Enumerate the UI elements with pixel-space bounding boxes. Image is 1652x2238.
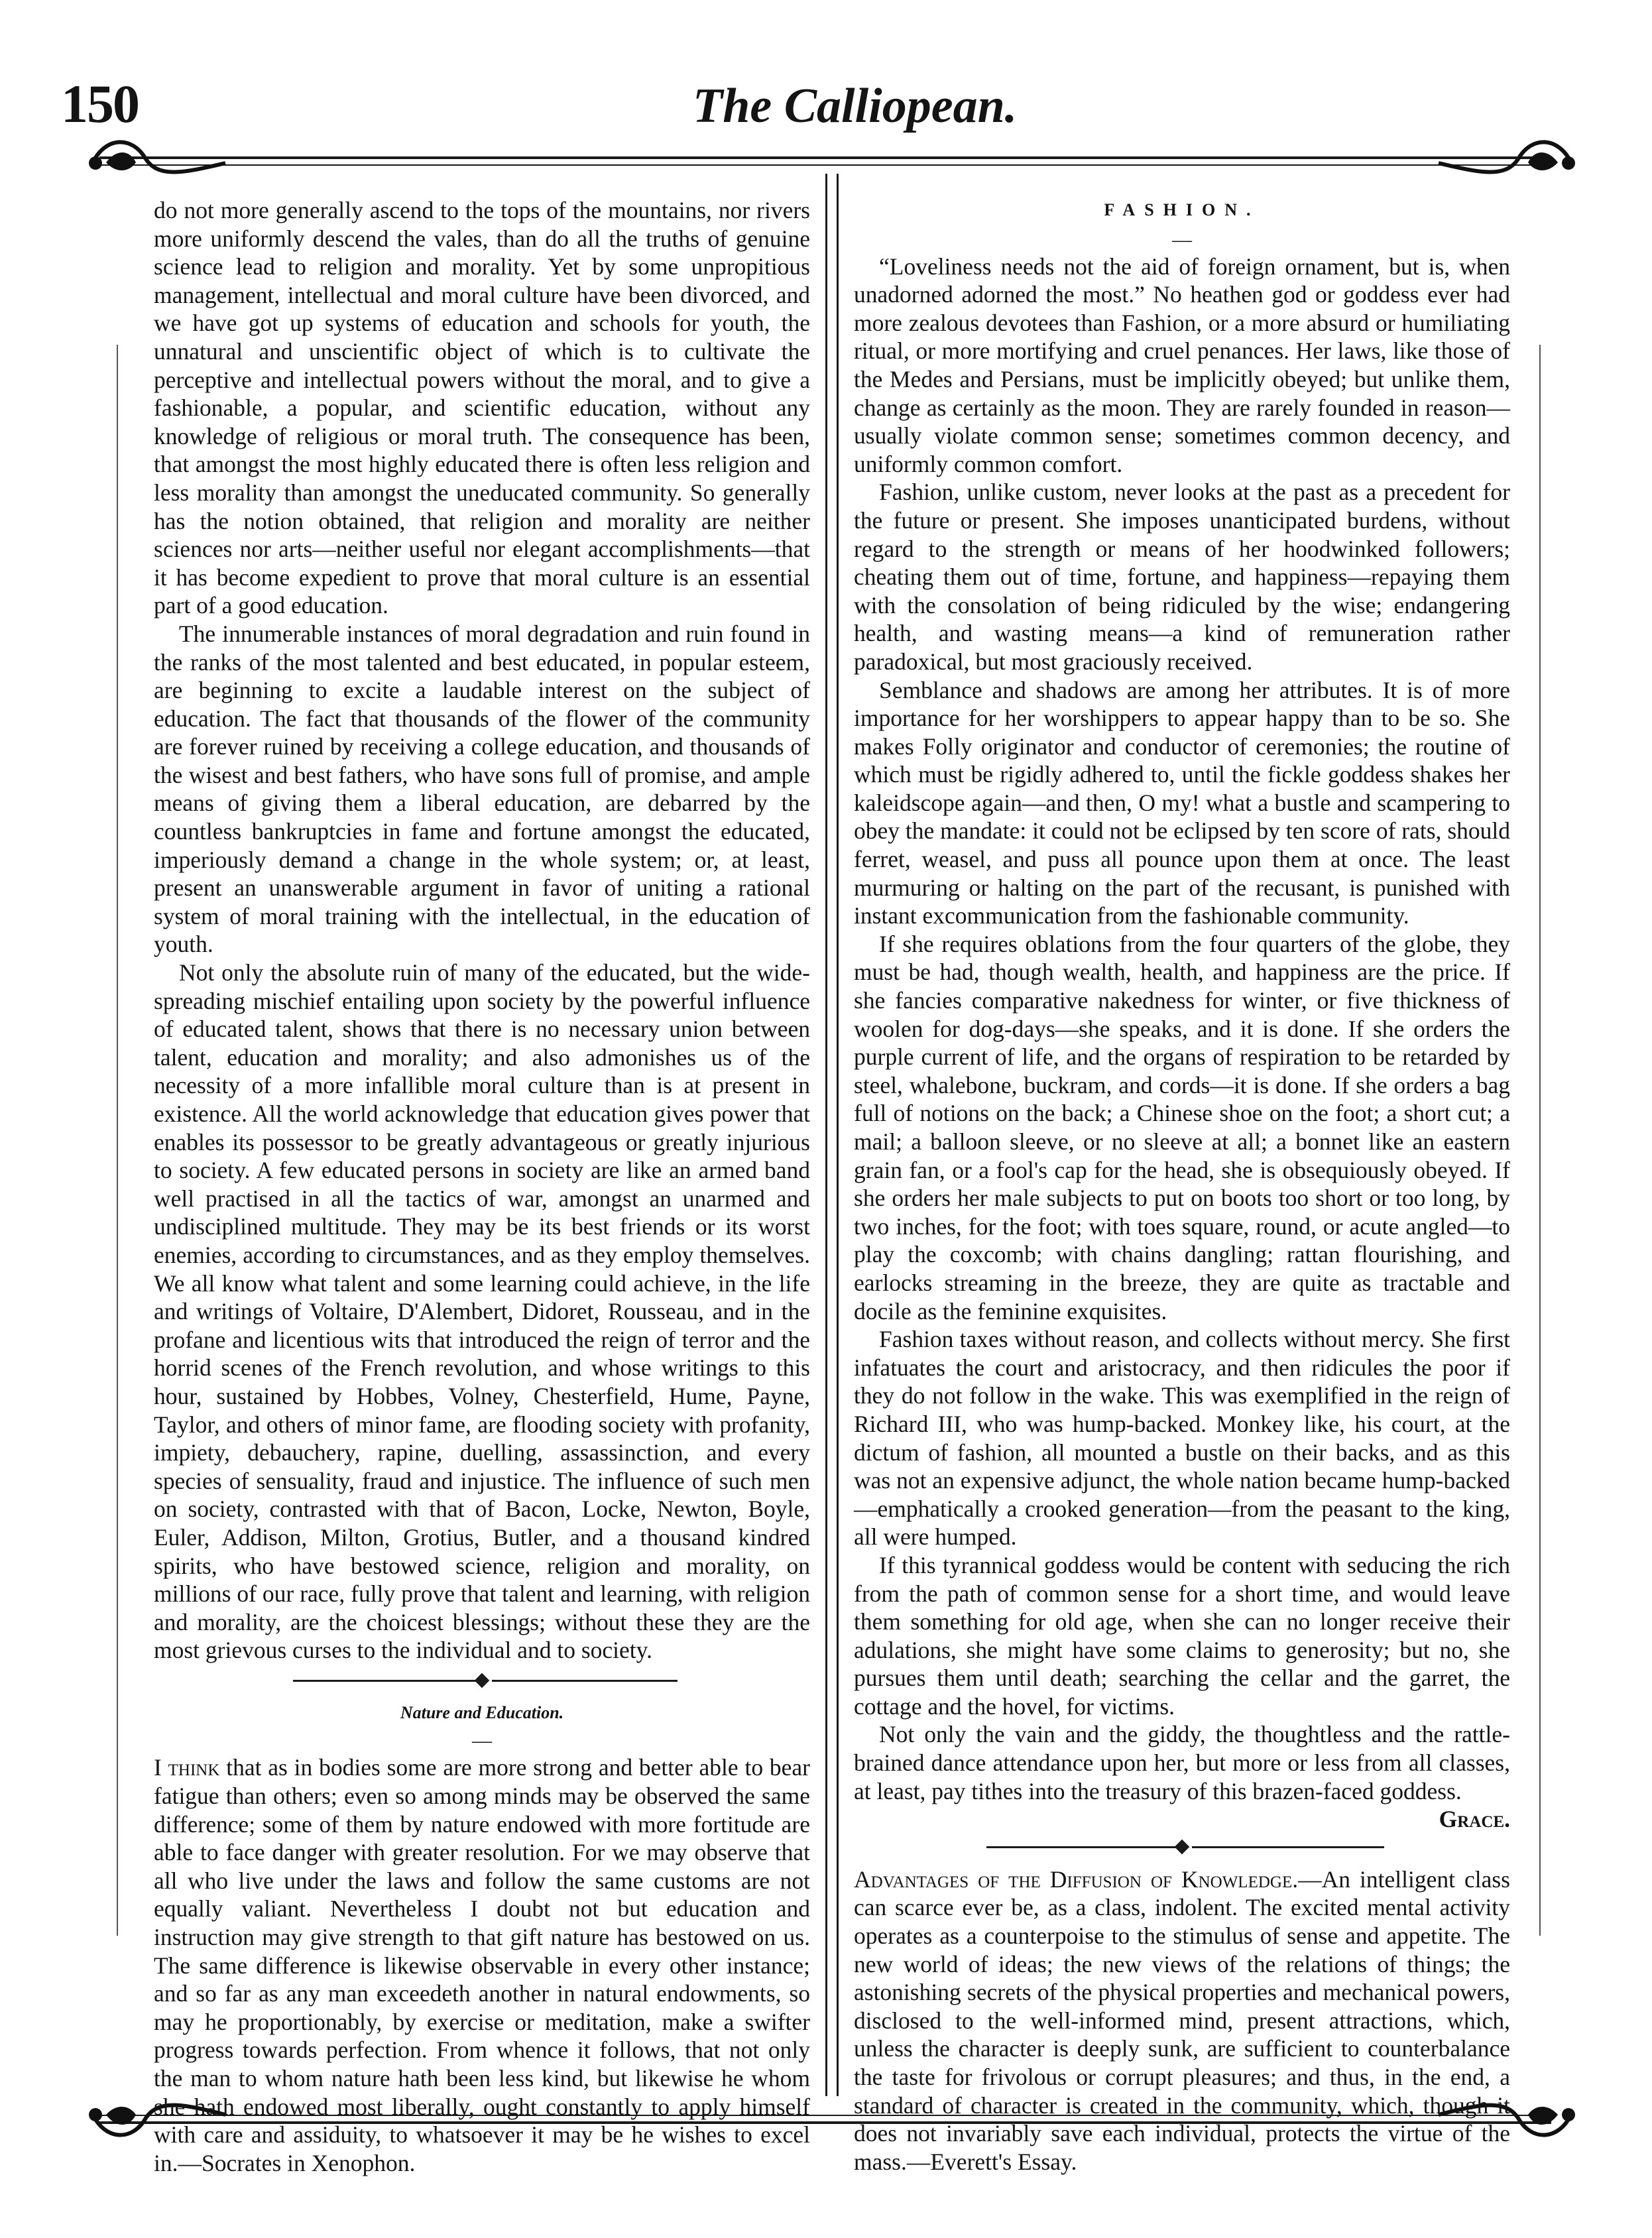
right-paragraph-2: Fashion, unlike custom, never looks at the past as a precedent for the future or present. She imposes unanticipated burdens, without regard to the strength or means of her hoodwinked followers; cheating them out of time, fortune, and happiness—repaying them with the consolation of being ridiculed by the wise; endangering health, and wasting means—a kind of remuneration rather paradoxical, but most graciously received. bbox=[854, 479, 1510, 675]
left-paragraph-3: Not only the absolute ruin of many of the educated, but the wide-spreading mischief entailing upon society by the powerful influence of educated talent, shows that there is no necessary union between talent, education and morality; and also admonishes us of the necessity of a more infallible moral culture than is at present in existence. All the world acknowledge that education gives power that enables its possessor to be greatly advantageous or greatly injurious to society. A few educated persons in society are like an armed band well practised in all the tactics of war, amongst an unarmed and undisciplined multitude. They may be its best friends or its worst enemies, according to circumstances, and as they employ themselves. We all know what talent and some learning could achieve, in the life and writings of Voltaire, D'Alembert, Didoret, Rousseau, and in the profane and licentious wits that introduced the reign of terror and the horrid scenes of the French revolution, and whose writings to this hour, sustained by Hobbes, Volney, Chesterfield, Hume, Payne, Taylor, and others of minor fame, are flooding society with profanity, impiety, debauchery, rapine, duelling, assassinction, and every species of sensuality, fraud and injustice. The influence of such men on society, contrasted with that of Bacon, Locke, Newton, Boyle, Euler, Addison, Milton, Grotius, Butler, and a thousand kindred spirits, who have bestowed science, religion and morality, on millions of our race, fully prove that talent and learning, with religion and morality, are the choicest blessings; without these they are the most grievous curses to the individual and to society. bbox=[154, 959, 810, 1664]
right-column bbox=[854, 196, 1510, 2176]
running-title: The Calliopean. bbox=[693, 79, 1018, 133]
left-column bbox=[154, 196, 810, 2177]
right-paragraph-1: “Loveliness needs not the aid of foreign ornament, but is, when unadorned adorned the most.” No heathen god or goddess ever had more zealous devotees than Fashion, or a more absurd or humiliating ritual, or more mortifying and cruel penances. Her laws, like those of the Medes and Persians, must be implicitly obeyed; but unlike them, change as certainly as the moon. They are rarely founded in reason—usually violate common sense; sometimes common decency, and uniformly common comfort. bbox=[854, 253, 1510, 477]
page-number: 150 bbox=[61, 74, 139, 134]
article-title: Nature and Education. bbox=[400, 1702, 564, 1722]
section-separator bbox=[854, 1834, 1510, 1860]
section-separator bbox=[154, 1667, 810, 1694]
advantages-article-title: Advantages of the Diffusion of Knowledge. bbox=[854, 1865, 1299, 1893]
column-divider bbox=[825, 174, 839, 2096]
article-body-text: that as in bodies some are more strong and better able to bear fatigue than others; even so among minds may be observed the same difference; some of them by nature endowed with more fortitude are able to face danger with greater resolution. For we may observe that all who live under the laws and follow the same customs are not equally valiant. Nevertheless I doubt not but education and instruction may give strength to that gift nature has bestowed on us. The same difference is likewise observable in every other instance; and so far as any man exceedeth another in natural endowments, so may he proportionably, by exercise or meditation, make a swifter progress towards perfection. From whence it follows, that not only the man to whom nature hath been less kind, but likewise he whom she hath endowed most liberally, ought constantly to apply himself with care and assiduity, to whatsoever it may be he wishes to excel in.—Socrates in Xenophon. bbox=[154, 1754, 810, 2176]
right-paragraph-7-text: Not only the vain and the giddy, the thoughtless and the rattle-brained dance attendance upon her, but more or less from all classes, at least, pay tithes into the treasury of this brazen-faced goddess. bbox=[854, 1721, 1510, 1804]
title-dash: — bbox=[472, 1730, 492, 1752]
advantages-article bbox=[854, 1865, 1510, 2176]
left-paragraph-1: do not more generally ascend to the tops of the mountains, nor rivers more uniformly descend the vales, than do all the truths of genuine science lead to religion and morality. Yet by some unpropitious management, intellectual and moral culture have been divorced, and we have got up systems of education and schools for youth, the unnatural and unscientific object of which is to cultivate the perceptive and intellectual powers without the moral, and to give a fashionable, a popular, and scientific education, without any knowledge of religious or moral truth. The consequence has been, that amongst the most highly educated there is often less religion and less morality than amongst the uneducated community. So generally has the notion obtained, that religion and morality are neither sciences nor arts—neither useful nor elegant accomplishments—that it has become expedient to prove that moral culture is an essential part of a good education. bbox=[154, 197, 810, 619]
right-paragraph-3: Semblance and shadows are among her attributes. It is of more importance for her worshippers to appear happy than to be so. She makes Folly originator and conductor of ceremonies; the routine of which must be rigidly adhered to, until the fickle goddess shakes her kaleidscope again—and then, O my! what a bustle and scampering to obey the mandate: it could not be eclipsed by ten score of rats, should ferret, weasel, and puss all pounce upon them at once. The least murmuring or halting on the part of the recusant, is punished with instant excommunication from the fashionable community. bbox=[854, 676, 1510, 929]
right-paragraph-4: If she requires oblations from the four quarters of the globe, they must be had, though wealth, health, and happiness are the price. If she fancies comparative nakedness for winter, or five thickness of woolen for dog-days—she speaks, and it is done. If she orders the purple current of life, and the organs of respiration to be retarded by steel, whalebone, buckram, and cords—it is done. If she orders a bag full of notions on the back; a Chinese shoe on the foot; a short cut; a mail; a balloon sleeve, or no sleeve at all; a bonnet like an eastern grain fan, or a fool's cap for the head, she is obsequiously obeyed. If she orders her male subjects to put on boots too short or too long, by two inches, for the foot; with toes square, round, or acute angled—to play the coxcomb; with chains dangling; rattan flourishing, and earlocks streaming in the breeze, they are quite as tractable and docile as the feminine exquisites. bbox=[854, 930, 1510, 1325]
fashion-title: FASHION. bbox=[1104, 200, 1260, 219]
article-lead-word: I think bbox=[154, 1754, 220, 1781]
top-right-ornament-icon bbox=[1425, 133, 1584, 192]
author-signature: Grace. bbox=[1439, 1806, 1510, 1833]
right-paragraph-7 bbox=[854, 1720, 1510, 1833]
top-rule bbox=[99, 156, 1551, 166]
advantages-article-text: —An intelligent class can scarce ever be, as a class, indolent. The excited mental activity operates as a counterpoise to the stimulus of sense and appetite. The new world of ideas; the new views of the relations of things; the astonishing secrets of the physical properties and mechanical powers, disclosed to the well-informed mind, present attractions, which, unless the character is deeply sunk, are sufficient to counterbalance the taste for frivolous or corrupt pleasures; and thus, in the end, a standard of character is created in the community, which, though it does not invariably save each individual, protects the virtue of the mass.—Everett's Essay. bbox=[854, 1865, 1510, 2175]
right-border-line bbox=[1539, 345, 1541, 1936]
fashion-title-dash: — bbox=[1172, 228, 1192, 251]
left-border-line bbox=[117, 345, 118, 1936]
top-left-ornament-icon bbox=[80, 133, 239, 192]
left-paragraph-2: The innumerable instances of moral degradation and ruin found in the ranks of the most talented and best educated, in popular esteem, are beginning to excite a laudable interest on the subject of education. The fact that thousands of the flower of the community are forever ruined by receiving a college education, and thousands of the wisest and best fathers, who have sons full of promise, and ample means of giving them a liberal education, are debarred by the countless bankruptcies in fame and fortune amongst the educated, imperiously demand a change in the whole system; or, at least, present an unanswerable argument in favor of uniting a rational system of moral training with the intellectual, in the education of youth. bbox=[154, 620, 810, 958]
right-paragraph-5: Fashion taxes without reason, and collects without mercy. She first infatuates the court and aristocracy, and then ridicules the poor if they do not follow in the wake. This was exemplified in the reign of Richard III, who was hump-backed. Monkey like, his court, at the dictum of fashion, all mounted a bustle on their backs, and as this was not an expensive adjunct, the whole nation became hump-backed—emphatically a crooked generation—from the peasant to the king, all were humped. bbox=[854, 1326, 1510, 1551]
right-paragraph-6: If this tyrannical goddess would be content with seducing the rich from the path of common sense for a short time, and would leave them something for old age, when she can no longer receive their adulations, she might have some claims to generosity; but no, she pursues them until death; searching the cellar and the garret, the cottage and the hovel, for victims. bbox=[854, 1551, 1510, 1720]
article-body bbox=[154, 1753, 810, 2177]
